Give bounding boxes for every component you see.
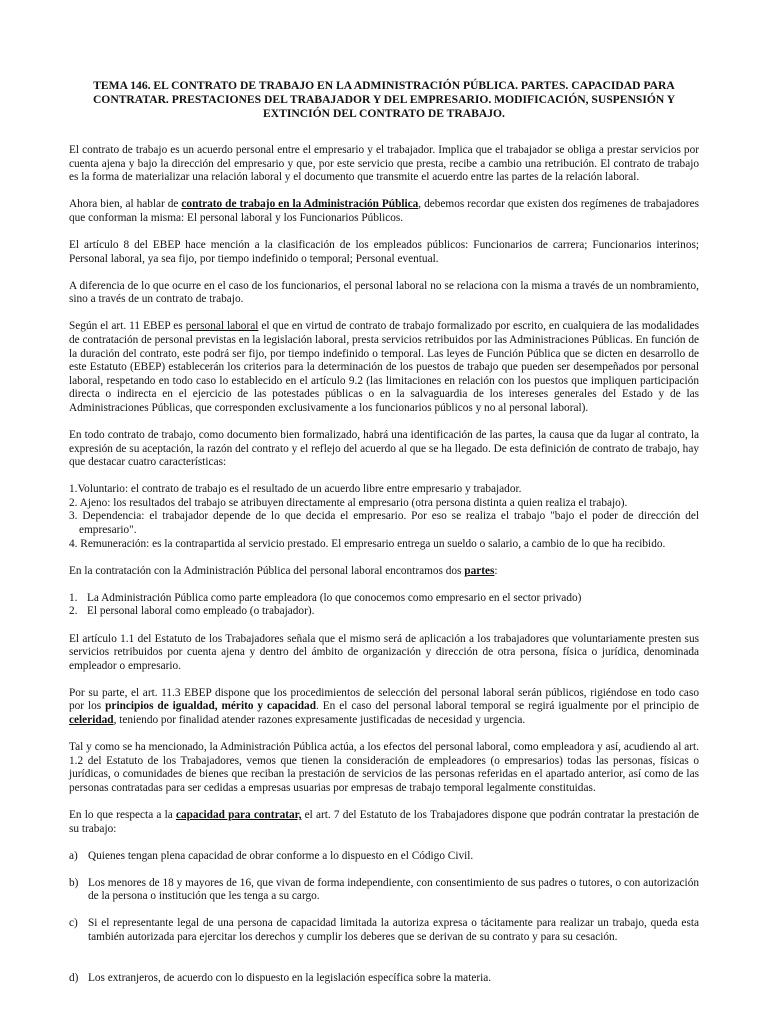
paragraph-parties-intro [69,565,699,579]
list-item [69,605,699,619]
emphasis-contrato-administracion: contrato de trabajo en la Administración Pública [181,198,419,211]
text-run: En lo que respecta a la [69,808,176,821]
list-text: Los menores de 18 y mayores de 16, que vivan de forma independiente, con consentimiento de sus padres o tutores, o con autorización de la persona o institución que les tenga a su cargo. [88,876,699,903]
paragraph-article-11-3 [69,687,699,728]
text-run: . En el caso del personal laboral temporal se regirá igualmente por el principio de [316,700,700,713]
parties-list [69,592,699,619]
list-item: 2. Ajeno: los resultados del trabajo se atribuyen directamente al empresario (otra persona distinta a quien realiza el trabajo). [69,496,628,509]
list-text: Los extranjeros, de acuerdo con lo dispuesto en la legislación específica sobre la materia. [88,971,492,984]
list-item [69,917,699,944]
text-run: el que en virtud de contrato de trabajo formalizado por escrito, en cualquiera de las modalidades de contratación de personal previstas en la legislación laboral, presta servicios retribuidos por las Administraciones Públicas. En función de la duración del contrato, este podrá ser fijo, por tiempo indefinido o temporal. Las leyes de Función Pública que se dicten en desarrollo de este Estatuto (EBEP) establecerán los criterios para la determinación de los puestos de trabajo que pueden ser desempeñados por personal laboral, respetando en todo caso lo establecido en el artículo 9.2 (las limitaciones en relación con los puestos que impliquen participación directa o indirecta en el ejercicio de las potestades públicas o en la salvaguardia de los intereses generales del Estado y de las Administraciones Públicas, que corresponden exclusivamente a los funcionarios públicos y no al personal laboral). [69,320,699,414]
emphasis-partes: partes [464,564,495,577]
emphasis-celeridad: celeridad [69,714,114,726]
text-run: En la contratación con la Administración Pública del personal laboral encontramos dos [69,564,465,577]
paragraph-regimes [69,198,699,225]
text-run: Por su parte, el art. 11.3 EBEP dispone que los procedimientos de selección del personal laboral serán públicos, rigiéndose en todo caso por los [69,686,699,713]
list-text: Si el representante legal de una persona de capacidad limitada la autoriza expresa o tácitamente para realizar un trabajo, queda esta también autorizada para ejercitar los derechos y cumplir los deberes que se derivan de su contrato y para su cesación. [88,917,699,944]
text-run: , debemos recordar que existen dos regímenes de trabajadores que conforman la misma: El personal laboral y los Funcionarios Públicos. [69,198,699,224]
paragraph-article-1-1: El artículo 1.1 del Estatuto de los Trabajadores señala que el mismo será de aplicación a los trabajadores que voluntariamente presten sus servicios retribuidos por cuenta ajena y dentro del ámbito de organización y dirección de otra persona, física o jurídica, denominada empleador o empresario. [69,632,699,672]
paragraph-capacity-intro [69,809,699,836]
text-run: : [494,564,498,577]
list-marker: a) [69,849,78,862]
emphasis-personal-laboral: personal laboral [185,320,259,333]
paragraph-article-11 [69,320,699,415]
list-text: El personal laboral como empleado (o trabajador). [87,605,315,618]
list-marker: 2. [69,605,78,618]
list-item [69,972,699,986]
text-run: Ahora bien, al hablar de [69,198,182,211]
list-item [69,592,699,606]
text-run: Según el art. 11 EBEP es [69,320,186,333]
list-item: 1.Voluntario: el contrato de trabajo es el resultado de un acuerdo libre entre empresario y trabajador. [69,483,522,496]
capacity-list [69,850,699,986]
emphasis-capacidad: capacidad para contratar, [175,808,302,821]
list-item: 3. Dependencia: el trabajador depende de lo que decida el empresario. Por eso se realiza el trabajo "bajo el poder de dirección del empresario". [69,510,699,537]
paragraph-funcionarios: A diferencia de lo que ocurre en el caso de los funcionarios, el personal laboral no se relaciona con la misma a través de un nombramiento, sino a través de un contrato de trabajo. [69,279,699,306]
list-marker: b) [69,876,79,889]
list-marker: c) [69,917,78,930]
characteristics-list [69,483,699,551]
paragraph-definition: El contrato de trabajo es un acuerdo personal entre el empresario y el trabajador. Implica que el trabajador se obliga a prestar servicios por cuenta ajena y bajo la dirección del empresario y que, por este servicio que presta, recibe a cambio una retribución. El contrato de trabajo es la forma de materializar una relación laboral y el documento que transmite el acuerdo entre las partes de la relación laboral. [69,144,699,184]
emphasis-principios: principios de igualdad, mérito y capacidad [105,700,316,713]
text-run: , teniendo por finalidad atender razones expresamente justificadas de necesidad y urgencia. [113,714,526,726]
list-text: Quienes tengan plena capacidad de obrar conforme a lo dispuesto en el Código Civil. [88,849,474,862]
list-marker: 1. [69,591,78,604]
paragraph-article-8: El artículo 8 del EBEP hace mención a la clasificación de los empleados públicos: Funcionarios de carrera; Funcionarios interinos; Personal laboral, ya sea fijo, por tiempo indefinido o temporal; Personal eventual. [69,238,699,265]
list-marker: d) [69,971,79,984]
list-item [69,850,699,864]
paragraph-characteristics-intro: En todo contrato de trabajo, como documento bien formalizado, habrá una identificación de las partes, la causa que da lugar al contrato, la expresión de su aceptación, la razón del contrato y el reflejo del acuerdo al que se ha llegado. De esta definición de contrato de trabajo, hay que destacar cuatro características: [69,429,699,469]
list-item: 4. Remuneración: es la contrapartida al servicio prestado. El empresario entrega un sueldo o salario, a cambio de lo que ha recibido. [69,537,666,550]
paragraph-article-1-2: Tal y como se ha mencionado, la Administración Pública actúa, a los efectos del personal laboral, como empleadora y así, acudiendo al art. 1.2 del Estatuto de los Trabajadores, vemos que tienen la consideración de empleadores (o empresarios) todas las personas, físicas o jurídicas, o comunidades de bienes que reciban la prestación de servicios de las personas referidas en el apartado anterior, así como de las personas contratadas para ser cedidas a empresas usuarias por empresas de trabajo temporal legalmente constituidas. [69,741,699,794]
document-title: TEMA 146. EL CONTRATO DE TRABAJO EN LA ADMINISTRACIÓN PÚBLICA. PARTES. CAPACIDAD PARA CONTRATAR. PRESTACIONES DEL TRABAJADOR Y DEL EMPRESARIO. MODIFICACIÓN, SUSPENSIÓN Y EXTINCIÓN DEL CONTRATO DE TRABAJO. [92,79,676,120]
text-run: el art. 7 del Estatuto de los Trabajadores dispone que podrán contratar la prestación de su trabajo: [69,808,700,835]
list-text: La Administración Pública como parte empleadora (lo que conocemos como empresario en el sector privado) [87,591,582,604]
list-item [69,877,699,904]
